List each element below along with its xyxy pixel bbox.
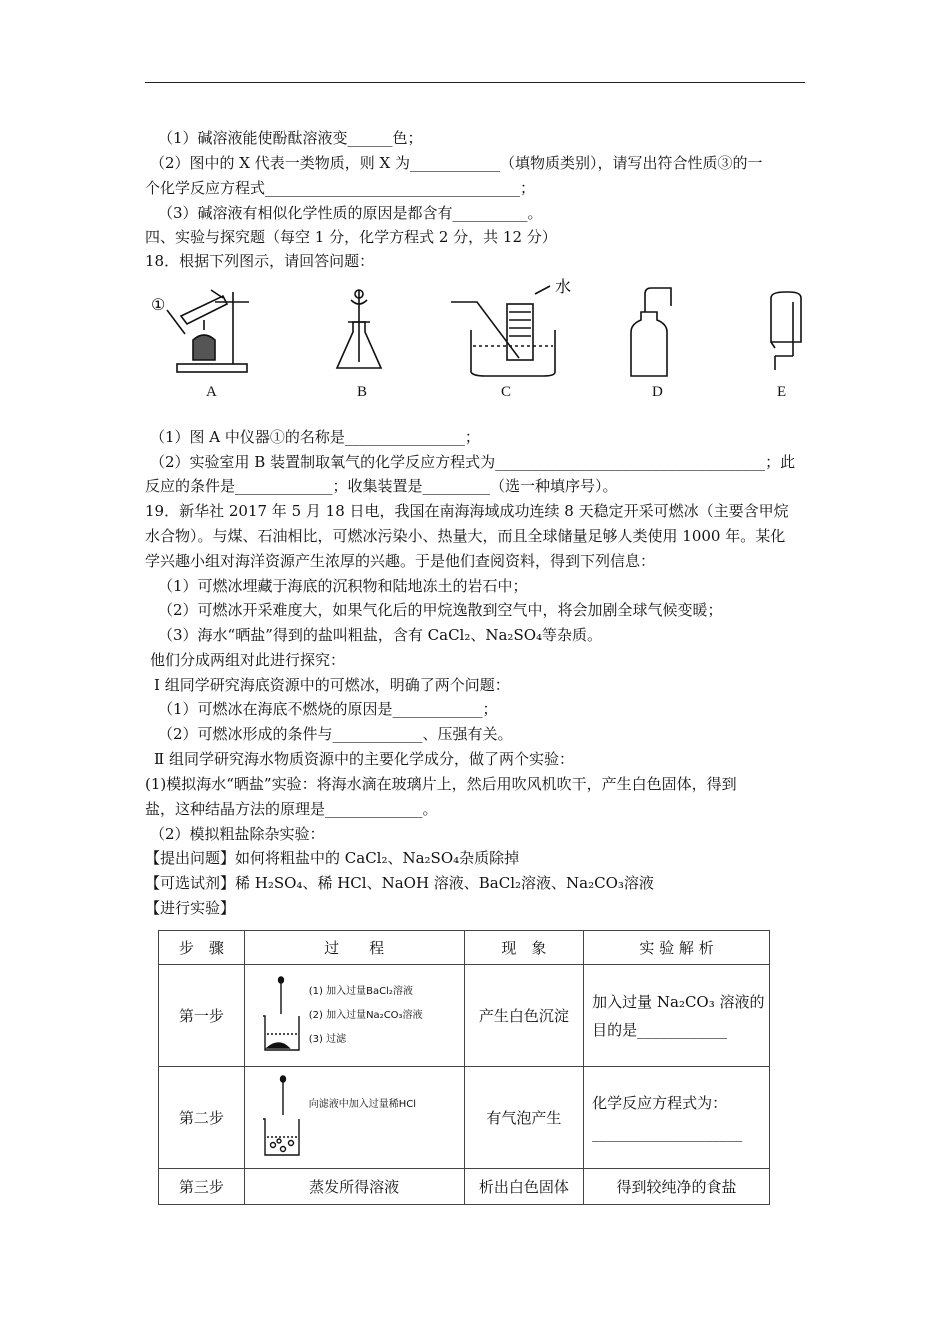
water-label: 水 xyxy=(555,277,572,296)
analysis-line-2: ____________________ xyxy=(592,1123,743,1142)
q19-group1-q2: （2）可燃冰形成的条件与____________、压强有关。 xyxy=(158,725,513,743)
q17-part2-cont: 个化学反应方程式__________________________________； xyxy=(145,179,536,197)
label-e: E xyxy=(777,384,787,400)
header-phenomenon: 现 象 xyxy=(464,931,584,965)
process-cell: 蒸发所得溶液 xyxy=(244,1169,464,1205)
q19-info-2: （2）可燃冰开采难度大，如果气化后的甲烷逸散到空气中，将会加剧全球气候变暖； xyxy=(158,601,723,619)
reagents-heading: 【可选试剂】稀 H₂SO₄、稀 HCl、NaOH 溶液、BaCl₂溶液、Na₂CO₃溶液 xyxy=(145,874,654,892)
question-heading: 【提出问题】如何将粗盐中的 CaCl₂、Na₂SO₄杂质除掉 xyxy=(145,849,520,867)
apparatus-e xyxy=(771,292,801,370)
process-step-1: (1) 加入过量BaCl₂溶液 xyxy=(308,985,413,997)
process-step-2: (2) 加入过量Na₂CO₃溶液 xyxy=(308,1009,423,1021)
beaker-bubbles-icon xyxy=(259,1075,303,1161)
section-four-heading: 四、实验与探究题（每空 1 分，化学方程式 2 分，共 12 分） xyxy=(145,228,557,246)
apparatus-d xyxy=(631,288,671,376)
process-step: 向滤液中加入过量稀HCl xyxy=(308,1098,417,1110)
analysis-line-2: 目的是____________ xyxy=(592,1020,728,1039)
q19-stem-2: 水合物）。与煤、石油相比，可燃冰污染小、热量大，而且全球储量足够人类使用 1000 年。某化 xyxy=(145,527,786,545)
apparatus-a xyxy=(167,290,249,372)
experiment-table xyxy=(158,930,770,1205)
step-cell: 第三步 xyxy=(159,1169,245,1205)
q18-part1: （1）图 A 中仪器①的名称是________________； xyxy=(150,428,480,446)
table-row xyxy=(159,1067,770,1169)
q17-part1: （1）碱溶液能使酚酞溶液变______色； xyxy=(158,129,423,147)
header-analysis: 实 验 解 析 xyxy=(584,931,770,965)
q18-part2: （2）实验室用 B 装置制取氧气的化学反应方程式为____________________________________；此 xyxy=(150,453,796,471)
label-a: A xyxy=(206,384,217,400)
analysis-cell xyxy=(584,1067,770,1169)
apparatus-figure xyxy=(145,272,805,412)
process-cell xyxy=(244,1067,464,1169)
process-step-3: (3) 过滤 xyxy=(308,1033,347,1045)
table-header-row xyxy=(159,931,770,965)
label-d: D xyxy=(652,384,663,400)
step-cell: 第一步 xyxy=(159,965,245,1067)
q19-group1-q1: （1）可燃冰在海底不燃烧的原因是____________； xyxy=(158,700,498,718)
apparatus-b xyxy=(337,290,381,368)
label-b: B xyxy=(357,384,368,400)
table-row xyxy=(159,965,770,1067)
header-process: 过 程 xyxy=(244,931,464,965)
beaker-precipitate-icon xyxy=(259,976,303,1056)
header-step: 步 骤 xyxy=(159,931,245,965)
step-cell: 第二步 xyxy=(159,1067,245,1169)
analysis-line-1: 加入过量 Na₂CO₃ 溶液的 xyxy=(592,992,765,1011)
analysis-cell xyxy=(584,965,770,1067)
q19-stem-1: 19．新华社 2017 年 5 月 18 日电，我国在南海海域成功连续 8 天稳定开采可燃冰（主要含甲烷 xyxy=(145,502,789,520)
q19-exp1-cont: 盐，这种结晶方法的原理是_____________。 xyxy=(145,800,438,818)
q17-part3: （3）碱溶液有相似化学性质的原因是都含有__________。 xyxy=(158,204,543,222)
analysis-cell: 得到较纯净的食盐 xyxy=(584,1169,770,1205)
phenomenon-cell: 产生白色沉淀 xyxy=(464,965,584,1067)
phenomenon-cell: 析出白色固体 xyxy=(464,1169,584,1205)
header-rule xyxy=(145,82,805,83)
table-row xyxy=(159,1169,770,1205)
q19-stem-3: 学兴趣小组对海洋资源产生浓厚的兴趣。于是他们查阅资料，得到下列信息： xyxy=(145,552,656,570)
q19-exp2: （2）模拟粗盐除杂实验： xyxy=(150,825,325,843)
label-c: C xyxy=(501,384,512,400)
q19-exp1: (1)模拟海水“晒盐”实验：将海水滴在玻璃片上，然后用吹风机吹干，产生白色固体，得到 xyxy=(145,775,737,793)
process-cell xyxy=(244,965,464,1067)
apparatus-c xyxy=(451,286,555,376)
q19-group1: Ⅰ 组同学研究海底资源中的可燃冰，明确了两个问题： xyxy=(154,676,510,694)
apparatus-drawing xyxy=(145,272,805,412)
q18-part2-cont: 反应的条件是_____________；收集装置是_________（选一种填序号）。 xyxy=(145,477,618,495)
phenomenon-cell: 有气泡产生 xyxy=(464,1067,584,1169)
q19-info-1: （1）可燃冰埋藏于海底的沉积物和陆地冻土的岩石中； xyxy=(158,577,528,595)
q19-group2: Ⅱ 组同学研究海水物质资源中的主要化学成分，做了两个实验： xyxy=(154,750,574,768)
experiment-heading: 【进行实验】 xyxy=(145,899,236,917)
q17-part2: （2）图中的 X 代表一类物质，则 X 为____________（填物质类别），请写出符合性质③的一 xyxy=(150,154,763,172)
q18-stem: 18．根据下列图示，请回答问题： xyxy=(145,252,375,270)
analysis-line-1: 化学反应方程式为： xyxy=(592,1093,728,1112)
circle-one-label: ① xyxy=(151,295,166,314)
q19-info-3: （3）海水“晒盐”得到的盐叫粗盐，含有 CaCl₂、Na₂SO₄等杂质。 xyxy=(158,626,603,644)
q19-groups: 他们分成两组对此进行探究： xyxy=(150,651,346,669)
